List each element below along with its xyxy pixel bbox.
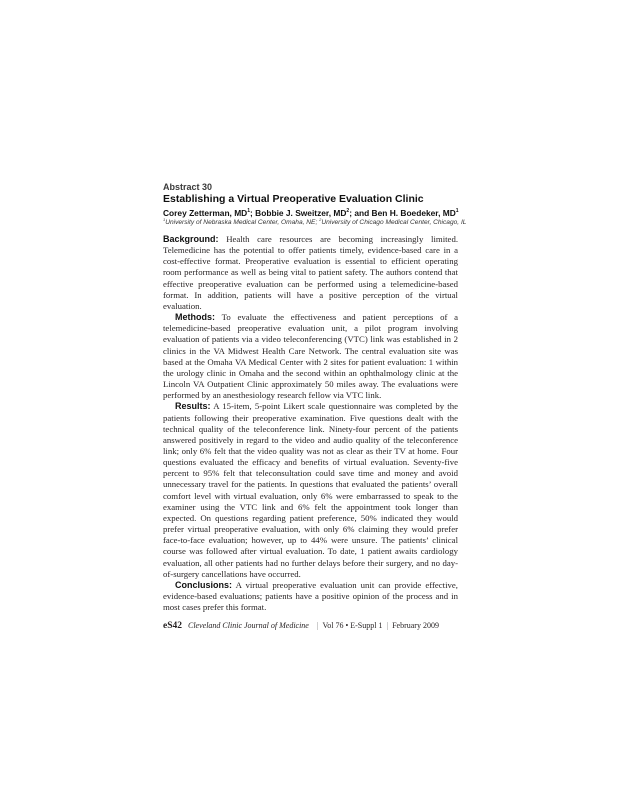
author-affiliation-marker: 1 [455,208,459,215]
author-separator: ; [349,208,355,218]
results-paragraph [163,401,458,580]
abstract-body [163,234,458,613]
volume: Vol 76 [322,621,344,630]
page-footer [163,621,463,631]
background-paragraph [163,234,458,312]
affiliation-marker: 2 [319,216,322,222]
author-list [163,208,463,218]
conclusions-paragraph [163,580,458,613]
section-heading: Conclusions: [175,579,233,590]
footer-divider: | [316,621,319,630]
affiliation-marker: 1 [163,216,166,222]
author-affiliation-marker: 1 [247,208,251,215]
author-name: Corey Zetterman, MD [163,208,248,218]
author-name: Ben H. Boedeker, MD [371,208,456,218]
section-text: A virtual preoperative evaluation unit can provide effective, evidence-based evaluations; patients have a positive opinion of the process and in most cases prefer this format. [163,579,458,613]
methods-paragraph [163,312,458,401]
page-number: eS42 [163,621,182,631]
affiliation-text: University of Nebraska Medical Center, Omaha, NE; [165,219,320,226]
section-heading: Background: [163,234,219,244]
section-text: To evaluate the effectiveness and patient perceptions of a telemedicine-based preoperative evaluation unit, a pilot program involving evaluation of patients via a video teleconferencing (VTC) link was established in 2 clinics in the VA Midwest Health Care Network. The central evaluation site was based at the Omaha VA Medical Center with 2 sites for patient evaluation: 1 within the urology clinic in Omaha and the second within an ophthalmology clinic at the Lincoln VA Outpatient Clinic approximately 50 miles away. The evaluations were performed by an anesthesiology research fellow via VTC link. [163,312,458,401]
abstract-title: Establishing a Virtual Preoperative Evaluation Clinic [163,193,424,205]
section-text: Health care resources are becoming increasingly limited. Telemedicine has the potential to offer patients timely, evidence-based care in a cost-effective format. Preoperative evaluation is essential to efficient operating room performance as well as being vital to patient safety. The authors contend that effective preoperative evaluation can be performed using a telemedicine-based format. In addition, patients will have a positive perception of the virtual evaluation. [163,234,459,311]
section-heading: Results: [175,401,211,412]
supplement: E-Suppl 1 [350,621,383,630]
author-affiliation-marker: 2 [346,208,350,215]
section-heading: Methods: [175,312,215,323]
footer-divider: | [386,621,389,630]
section-text: A 15-item, 5-point Likert scale questionnaire was completed by the patients following their preoperative examination. Five questions dealt with the technical quality of the teleconference link. Ninety-four percent of the patients answered positively in regard to the video and audio quality of the teleconference link; only 6% felt that the video quality was not as clear as their TV at home. Four questions evaluated the efficacy and benefits of virtual evaluation. Seventy-five percent to 95% felt that teleconsultation could save time and money and avoid unnecessary travel for the patients. In questions that evaluated the patients’ overall comfort level with virtual evaluation, only 6% were embarrassed to speak to the examiner using the VTC link and 6% felt the appointment took longer than expected. On questions regarding patient preference, 50% indicated they would prefer virtual preoperative evaluation, with only 6% claiming they would prefer face-to-face evaluation; however, up to 44% were unsure. The patients’ clinical course was followed after virtual evaluation. To date, 1 patient awaits cardiology evaluation, all other patients had no further delays before their surgery, and no day-of-surgery cancellations have occurred. [163,401,458,579]
author-name: Bobbie J. Sweitzer, MD [255,208,347,218]
bullet-separator: • [345,621,349,630]
abstract-number: Abstract 30 [163,182,213,192]
issue-date: February 2009 [392,621,439,630]
affiliations [163,216,467,226]
journal-name: Cleveland Clinic Journal of Medicine [188,621,309,630]
author-conjunction: and [354,208,372,218]
affiliation-text: University of Chicago Medical Center, Chicago, IL [321,219,467,226]
author-separator: ; [250,208,256,218]
